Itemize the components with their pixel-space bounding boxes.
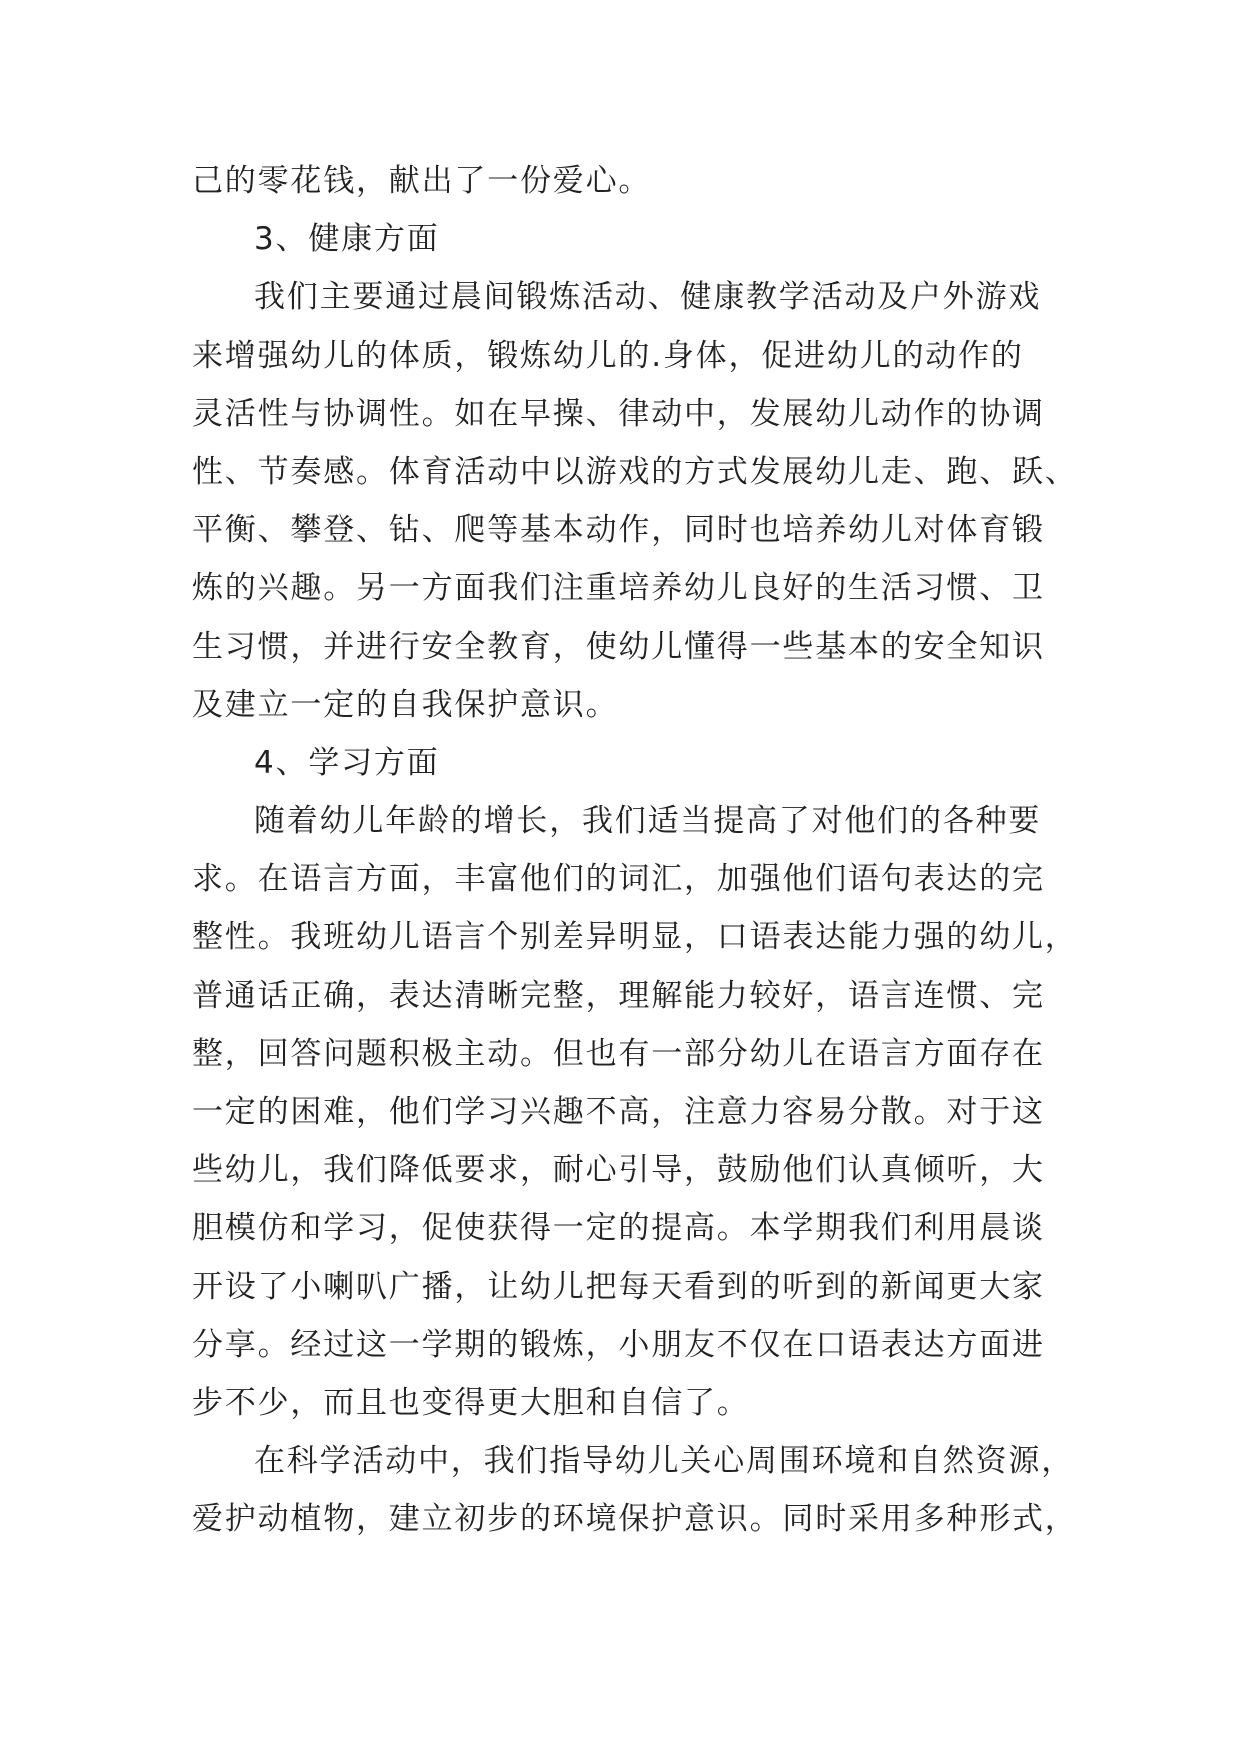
text-line: 求。在语言方面，丰富他们的词汇，加强他们语句表达的完 (192, 861, 1045, 898)
document-body (192, 152, 1078, 1549)
text-line: 及建立一定的自我保护意识。 (192, 686, 619, 723)
text-line: 些幼儿，我们降低要求，耐心引导，鼓励他们认真倾听，大 (192, 1152, 1045, 1189)
text-line: 性、节奏感。体育活动中以游戏的方式发展幼儿走、跑、跃、 (192, 453, 1078, 490)
text-line: 在科学活动中，我们指导幼儿关心周围环境和自然资源， (254, 1443, 1074, 1480)
text-line: 平衡、攀登、钻、爬等基本动作，同时也培养幼儿对体育锻 (192, 512, 1045, 549)
text-line: 整，回答问题积极主动。但也有一部分幼儿在语言方面存在 (192, 1035, 1045, 1072)
text-line: 分享。经过这一学期的锻炼，小朋友不仅在口语表达方面进 (192, 1326, 1045, 1363)
text-line: 灵活性与协调性。如在早操、律动中，发展幼儿动作的协调 (192, 395, 1045, 432)
text-line: 整性。我班幼儿语言个别差异明显，口语表达能力强的幼儿， (192, 919, 1078, 956)
text-line: 随着幼儿年龄的增长，我们适当提高了对他们的各种要 (254, 803, 1042, 840)
text-line: 己的零花钱，献出了一份爱心。 (192, 163, 652, 199)
text-line: 胆模仿和学习，促使获得一定的提高。本学期我们利用晨谈 (192, 1210, 1045, 1247)
text-line: 一定的困难，他们学习兴趣不高，注意力容易分散。对于这 (192, 1094, 1045, 1130)
text-line: 我们主要通过晨间锻炼活动、健康教学活动及户外游戏 (254, 279, 1042, 316)
text-line: 普通话正确，表达清晰完整，理解能力较好，语言连惯、完 (192, 977, 1045, 1014)
text-line: 开设了小喇叭广播，让幼儿把每天看到的听到的新闻更大家 (192, 1268, 1045, 1305)
section-heading-health: 3、健康方面 (254, 221, 440, 258)
text-line: 炼的兴趣。另一方面我们注重培养幼儿良好的生活习惯、卫 (192, 570, 1045, 607)
text-line: 生习惯，并进行安全教育，使幼儿懂得一些基本的安全知识 (192, 628, 1045, 665)
text-line: 爱护动植物，建立初步的环境保护意识。同时采用多种形式， (192, 1501, 1078, 1538)
text-line: 来增强幼儿的体质，锻炼幼儿的.身体，促进幼儿的动作的 (192, 337, 1024, 374)
text-line: 步不少，而且也变得更大胆和自信了。 (192, 1384, 750, 1421)
section-heading-learning: 4、学习方面 (254, 744, 440, 781)
